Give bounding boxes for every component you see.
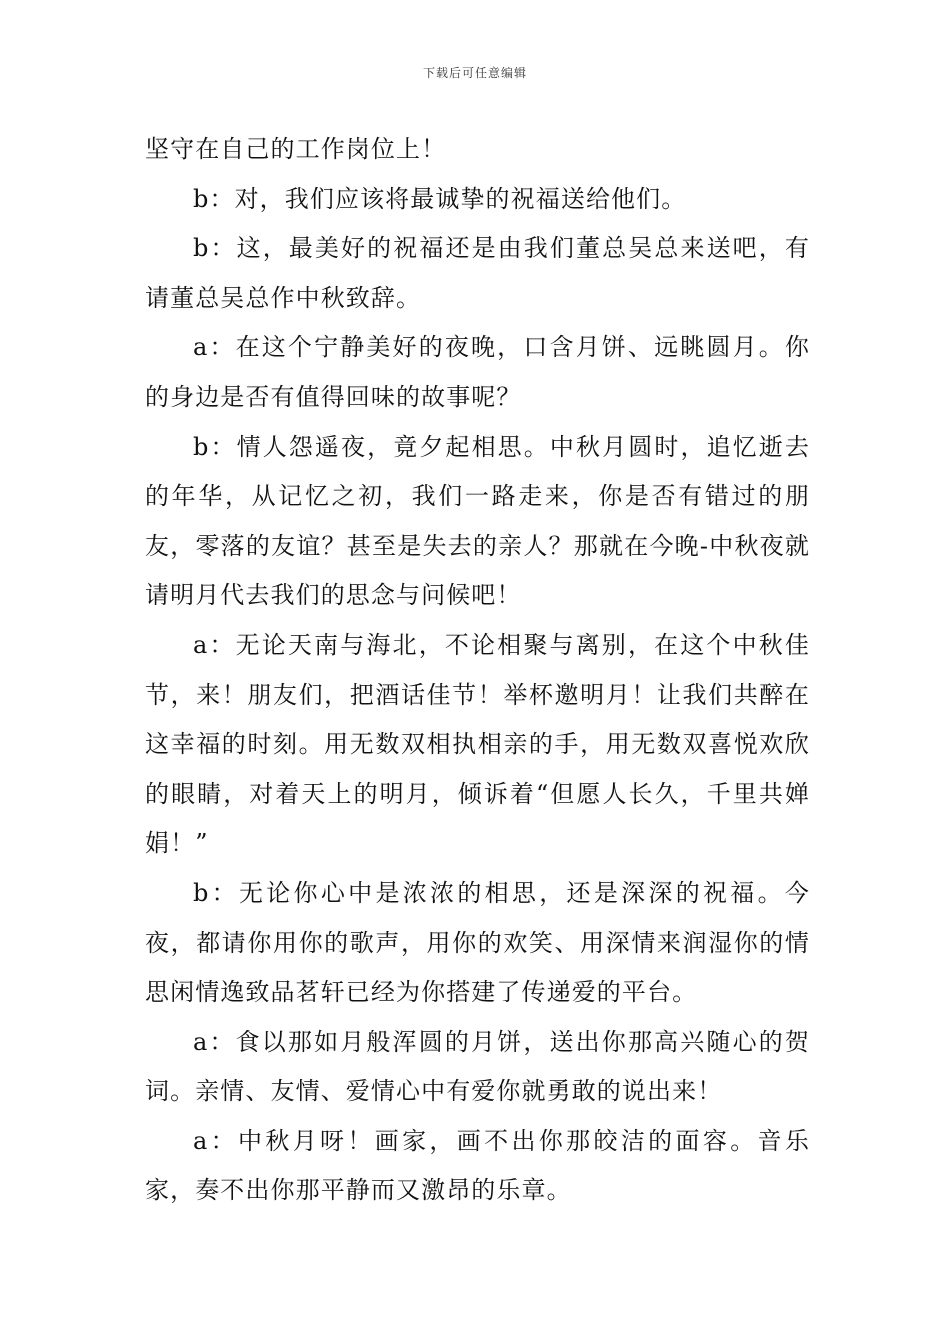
- paragraph: a：在这个宁静美好的夜晚，口含月饼、远眺圆月。你的身边是否有值得回味的故事呢？: [145, 333, 810, 411]
- paragraph: b：无论你心中是浓浓的相思，还是深深的祝福。今夜，都请你用你的歌声，用你的欢笑、用深情来润湿你的情思闲情逸致品茗轩已经为你搭建了传递爱的平台。: [145, 878, 810, 1007]
- paragraph: a：中秋月呀！画家，画不出你那皎洁的面容。音乐家，奏不出你那平静而又激昂的乐章。: [145, 1126, 810, 1205]
- paragraph: b：情人怨遥夜，竟夕起相思。中秋月圆时，追忆逝去的年华，从记忆之初，我们一路走来，你是否有错过的朋友，零落的友谊？甚至是失去的亲人？那就在今晚-中秋夜就请明月代去我们的思念与问候吧！: [145, 432, 810, 610]
- page-header: 下载后可任意编辑: [422, 66, 527, 80]
- paragraph: b：这，最美好的祝福还是由我们董总吴总来送吧，有请董总吴总作中秋致辞。: [145, 234, 810, 312]
- paragraph: a：食以那如月般浑圆的月饼，送出你那高兴随心的贺词。亲情、友情、爱情心中有爱你就勇敢的说出来！: [145, 1027, 810, 1106]
- paragraph: 坚守在自己的工作岗位上！: [145, 135, 447, 163]
- document-body: [145, 125, 810, 1216]
- paragraph: a：无论天南与海北，不论相聚与离别，在这个中秋佳节，来！朋友们，把酒话佳节！举杯邀明月！让我们共醉在这幸福的时刻。用无数双相执相亲的手，用无数双喜悦欢欣的眼睛，对着天上的明月，倾诉着“但愿人长久，千里共婵娟！”: [145, 630, 810, 858]
- paragraph: b：对，我们应该将最诚挚的祝福送给他们。: [193, 184, 687, 213]
